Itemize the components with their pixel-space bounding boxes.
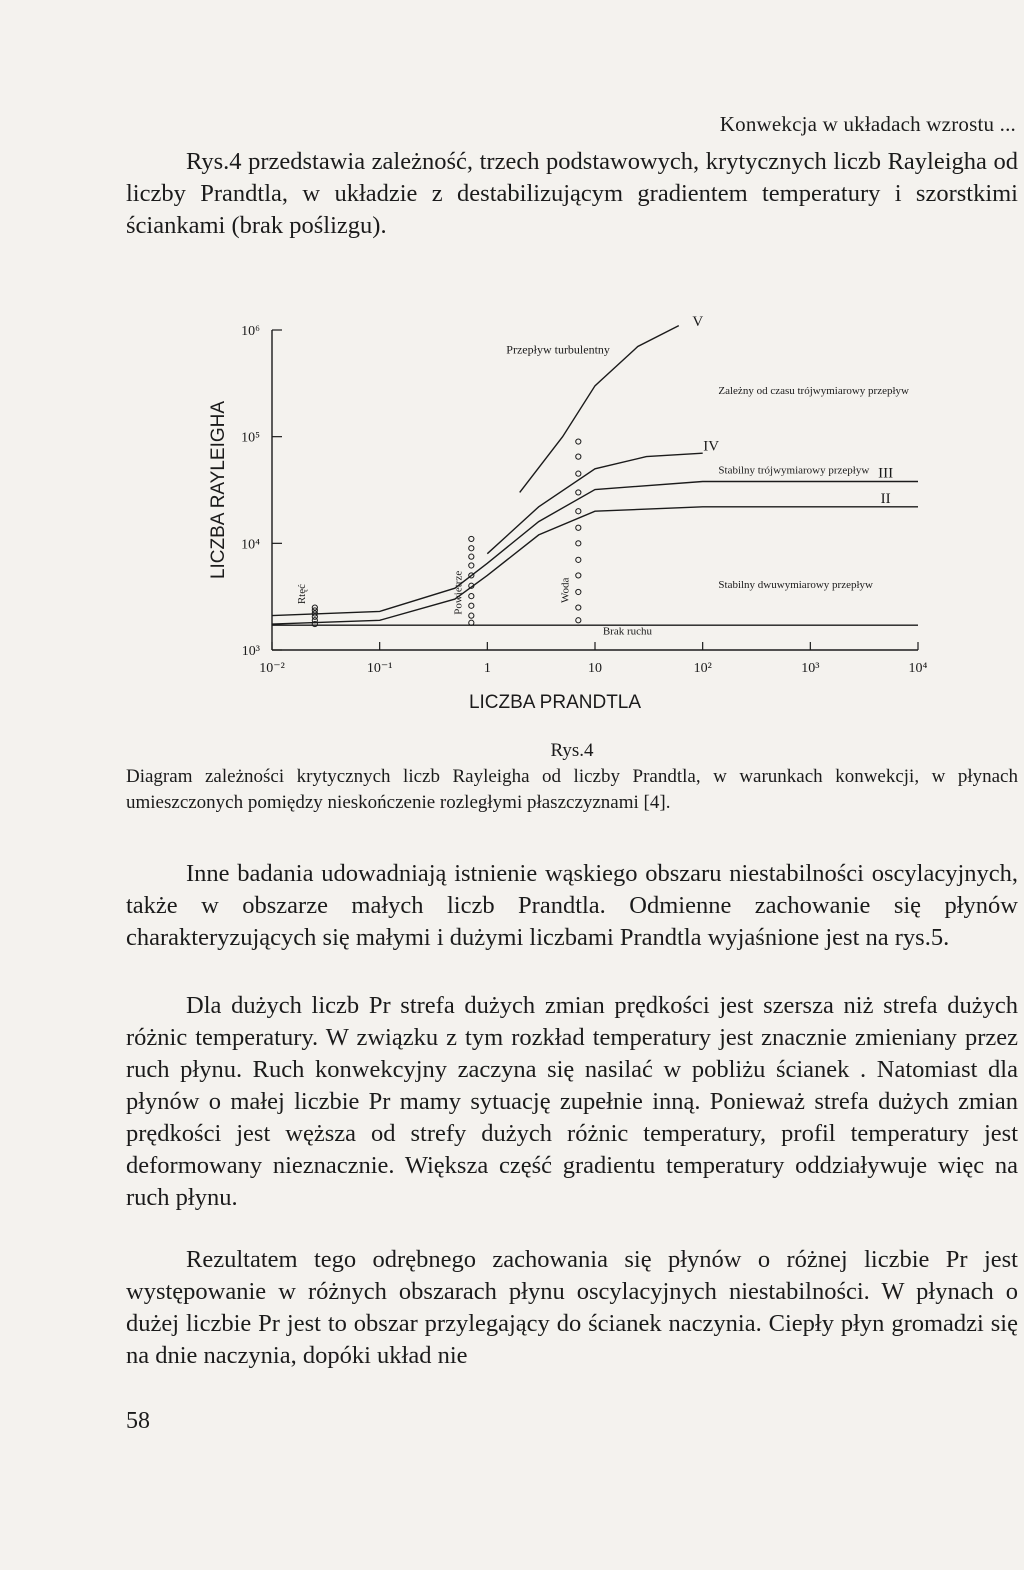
x-axis-label: LICZBA PRANDTLA (468, 692, 642, 713)
point-woda (576, 509, 581, 514)
point-woda (576, 490, 581, 495)
region-label-stable_3d: Stabilny trójwymiarowy przepływ (718, 464, 870, 477)
point-powietrze (469, 603, 474, 608)
region-label-turbulent: Przepływ turbulentny (506, 342, 610, 357)
region-label-time_dependent: Zależny od czasu trójwymiarowy przepływ (718, 385, 910, 398)
paragraph-2: Inne badania udowadniają istnienie wąskiego obszaru niestabilności oscylacyjnych, także w obszarze małych liczb Prandtla. Odmienne zachowanie się płynów charakteryzujących się małymi i dużymi liczbami Prandtla wyjaśnione jest na rys.5. (126, 860, 1018, 951)
transition-label-II: II (880, 490, 891, 507)
running-head: Konwekcja w układach wzrostu ... (719, 112, 1016, 136)
point-powietrze (469, 536, 474, 541)
x-tick-label: 10⁻² (259, 661, 285, 676)
point-woda (576, 454, 581, 459)
caption-number: Rys.4 (550, 740, 594, 761)
y-tick-label: 10⁶ (241, 324, 260, 339)
point-woda (576, 541, 581, 546)
y-axis-label: LICZBA RAYLEIGHA (208, 400, 229, 580)
transition-label-III: III (878, 465, 894, 482)
region-label-stable_2d: Stabilny dwuwymiarowy przepływ (718, 579, 873, 592)
region-label-no_motion: Brak ruchu (602, 625, 653, 638)
y-tick-label: 10⁵ (241, 430, 260, 446)
x-tick-label: 10⁴ (908, 661, 928, 676)
figure-caption (126, 738, 1018, 816)
point-woda (576, 618, 581, 623)
point-woda (576, 605, 581, 610)
y-tick-label: 10³ (241, 644, 260, 659)
fluid-label: Woda (559, 577, 572, 603)
transition-label-V: V (692, 314, 704, 330)
caption-text: Diagram zależności krytycznych liczb Rayleigha od liczby Prandtla, w warunkach konwekcji, w płynach umieszczonych pomiędzy nieskończenie rozległymi płaszczyznami [4]. (126, 766, 1018, 813)
y-tick-label: 10⁴ (241, 537, 260, 553)
fluid-label: Powietrze (452, 570, 465, 615)
x-tick-label: 10³ (801, 661, 820, 676)
point-woda (576, 525, 581, 530)
boundary-III (272, 482, 918, 616)
paragraph-intro: Rys.4 przedstawia zależność, trzech podstawowych, krytycznych liczb Rayleigha od liczby Prandtla, w układzie z destabilizującym gradientem temperatury i szorstkimi ściankami (brak poślizgu). (126, 148, 1018, 239)
paragraph-3: Dla dużych liczb Pr strefa dużych zmian prędkości jest szersza niż strefa dużych różnic temperatury. W związku z tym rozkład temperatury jest znacznie zmieniany przez ruch płynu. Ruch konwekcyjny zaczyna się nasilać w pobliżu ścianek . Natomiast dla płynów o małej liczbie Pr mamy sytuację zupełnie inną. Ponieważ strefa dużych zmian prędkości jest węższa od strefy dużych różnic temperatury, profil temperatury jest deformowany nieznacznie. Większa część gradientu temperatury oddziaływuje więc na ruch płynu. (126, 992, 1018, 1211)
point-powietrze (469, 554, 474, 559)
boundary-IV (487, 453, 702, 554)
point-woda (576, 471, 581, 476)
point-powietrze (469, 563, 474, 568)
fluid-label: Rtęć (295, 583, 308, 605)
transition-label-IV: IV (703, 438, 720, 455)
point-powietrze (469, 613, 474, 618)
point-powietrze (469, 594, 474, 599)
point-powietrze (469, 546, 474, 551)
x-tick-label: 10² (693, 661, 712, 676)
rayleigh-prandtl-chart (180, 290, 940, 720)
page-number: 58 (126, 1408, 150, 1434)
paragraph-4: Rezultatem tego odrębnego zachowania się płynów o różnej liczbie Pr jest występowanie w różnych obszarach płynu oscylacyjnych niestabilności. W płynach o dużej liczbie Pr jest to obszar przylegający do ścianek naczynia. Ciepły płyn gromadzi się na dnie naczynia, dopóki układ nie (126, 1246, 1018, 1369)
x-tick-label: 1 (483, 661, 491, 676)
figure-rayleigh-prandtl (180, 290, 940, 720)
point-woda (576, 439, 581, 444)
boundary-II (272, 507, 918, 624)
point-woda (576, 557, 581, 562)
x-tick-label: 10⁻¹ (366, 661, 393, 676)
point-woda (576, 573, 581, 578)
x-tick-label: 10 (588, 661, 602, 676)
point-woda (576, 589, 581, 594)
